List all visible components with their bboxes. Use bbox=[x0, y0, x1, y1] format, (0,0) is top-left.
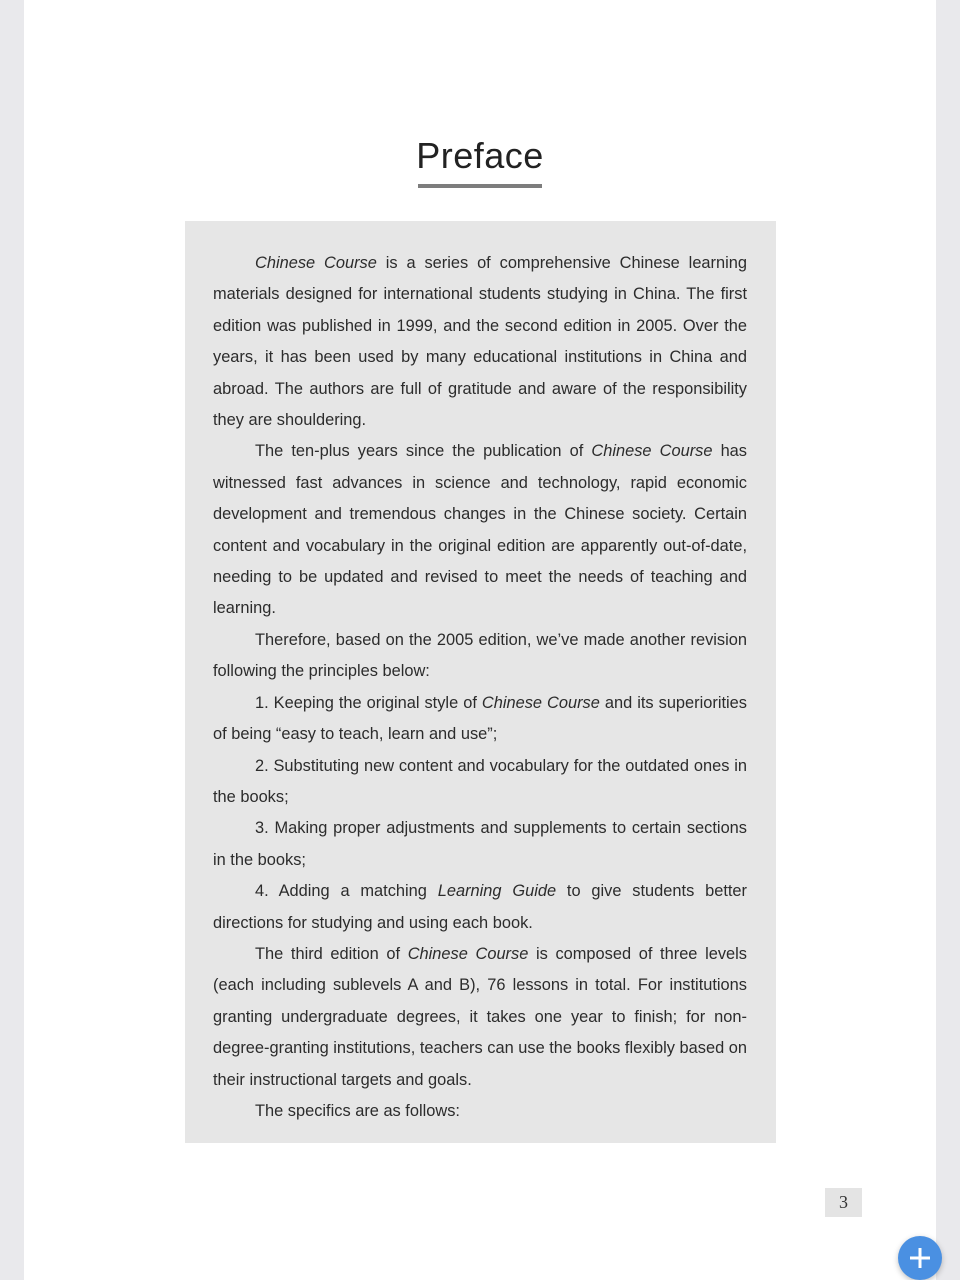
paragraph-text: 1. Keeping the original style of bbox=[255, 693, 482, 712]
plus-icon bbox=[908, 1246, 932, 1270]
add-button[interactable] bbox=[898, 1236, 942, 1280]
paragraph-text: 2. Substituting new content and vocabulary for the outdated ones in the books; bbox=[213, 756, 747, 806]
preface-body bbox=[213, 248, 747, 1127]
italic-title-text: Chinese Course bbox=[255, 254, 377, 272]
paragraph-text: Therefore, based on the 2005 edition, we’ve made another revision following the principles below: bbox=[213, 630, 747, 681]
paragraph bbox=[213, 939, 747, 1096]
paragraph bbox=[213, 751, 747, 814]
paragraph-text: 3. Making proper adjustments and supplements to certain sections in the books; bbox=[213, 819, 747, 869]
italic-title-text: Chinese Course bbox=[407, 944, 529, 963]
page-number: 3 bbox=[825, 1188, 862, 1217]
document-page bbox=[24, 0, 936, 1280]
paragraph-text: has witnessed fast advances in science and technology, rapid economic development and tremendous changes in the Chinese society. Certain content and vocabulary in the original edition are apparently out-of-date, needing to be updated and revised to meet the needs of teaching and learning. bbox=[213, 442, 747, 618]
paragraph bbox=[213, 688, 747, 751]
paragraph-text: The third edition of bbox=[255, 944, 408, 963]
paragraph bbox=[213, 876, 747, 939]
paragraph-text: 4. Adding a matching bbox=[255, 882, 438, 901]
italic-title-text: Chinese Course bbox=[591, 442, 713, 461]
paragraph bbox=[213, 248, 747, 436]
preface-text-box bbox=[185, 221, 776, 1143]
paragraph-text: to give students better directions for studying and using each book. bbox=[213, 882, 748, 932]
paragraph-text: The specifics are as follows: bbox=[255, 1101, 460, 1120]
paragraph-text: is composed of three levels (each including sublevels A and B), 76 lessons in total. For institutions granting undergraduate degrees, it takes one year to finish; for non-degree-granting institutions, teachers can use the books flexibly based on their instructional targets and goals. bbox=[213, 944, 747, 1089]
paragraph bbox=[213, 813, 747, 876]
paragraph-text: The ten-plus years since the publication of bbox=[255, 442, 592, 461]
title-underline bbox=[418, 184, 542, 188]
paragraph bbox=[213, 625, 747, 688]
paragraph-text: is a series of comprehensive Chinese learning materials designed for international students studying in China. The first edition was published in 1999, and the second edition in 2005. Over the years, it has been used by many educational institutions in China and abroad. The authors are full of gratitude and aware of the responsibility they are shouldering. bbox=[213, 254, 747, 430]
paragraph bbox=[213, 436, 747, 624]
paragraph-text: and its superiorities of being “easy to teach, learn and use”; bbox=[213, 693, 747, 744]
italic-title-text: Learning Guide bbox=[437, 882, 557, 901]
italic-title-text: Chinese Course bbox=[481, 693, 600, 712]
paragraph bbox=[213, 1096, 747, 1127]
page-title: Preface bbox=[416, 135, 544, 176]
